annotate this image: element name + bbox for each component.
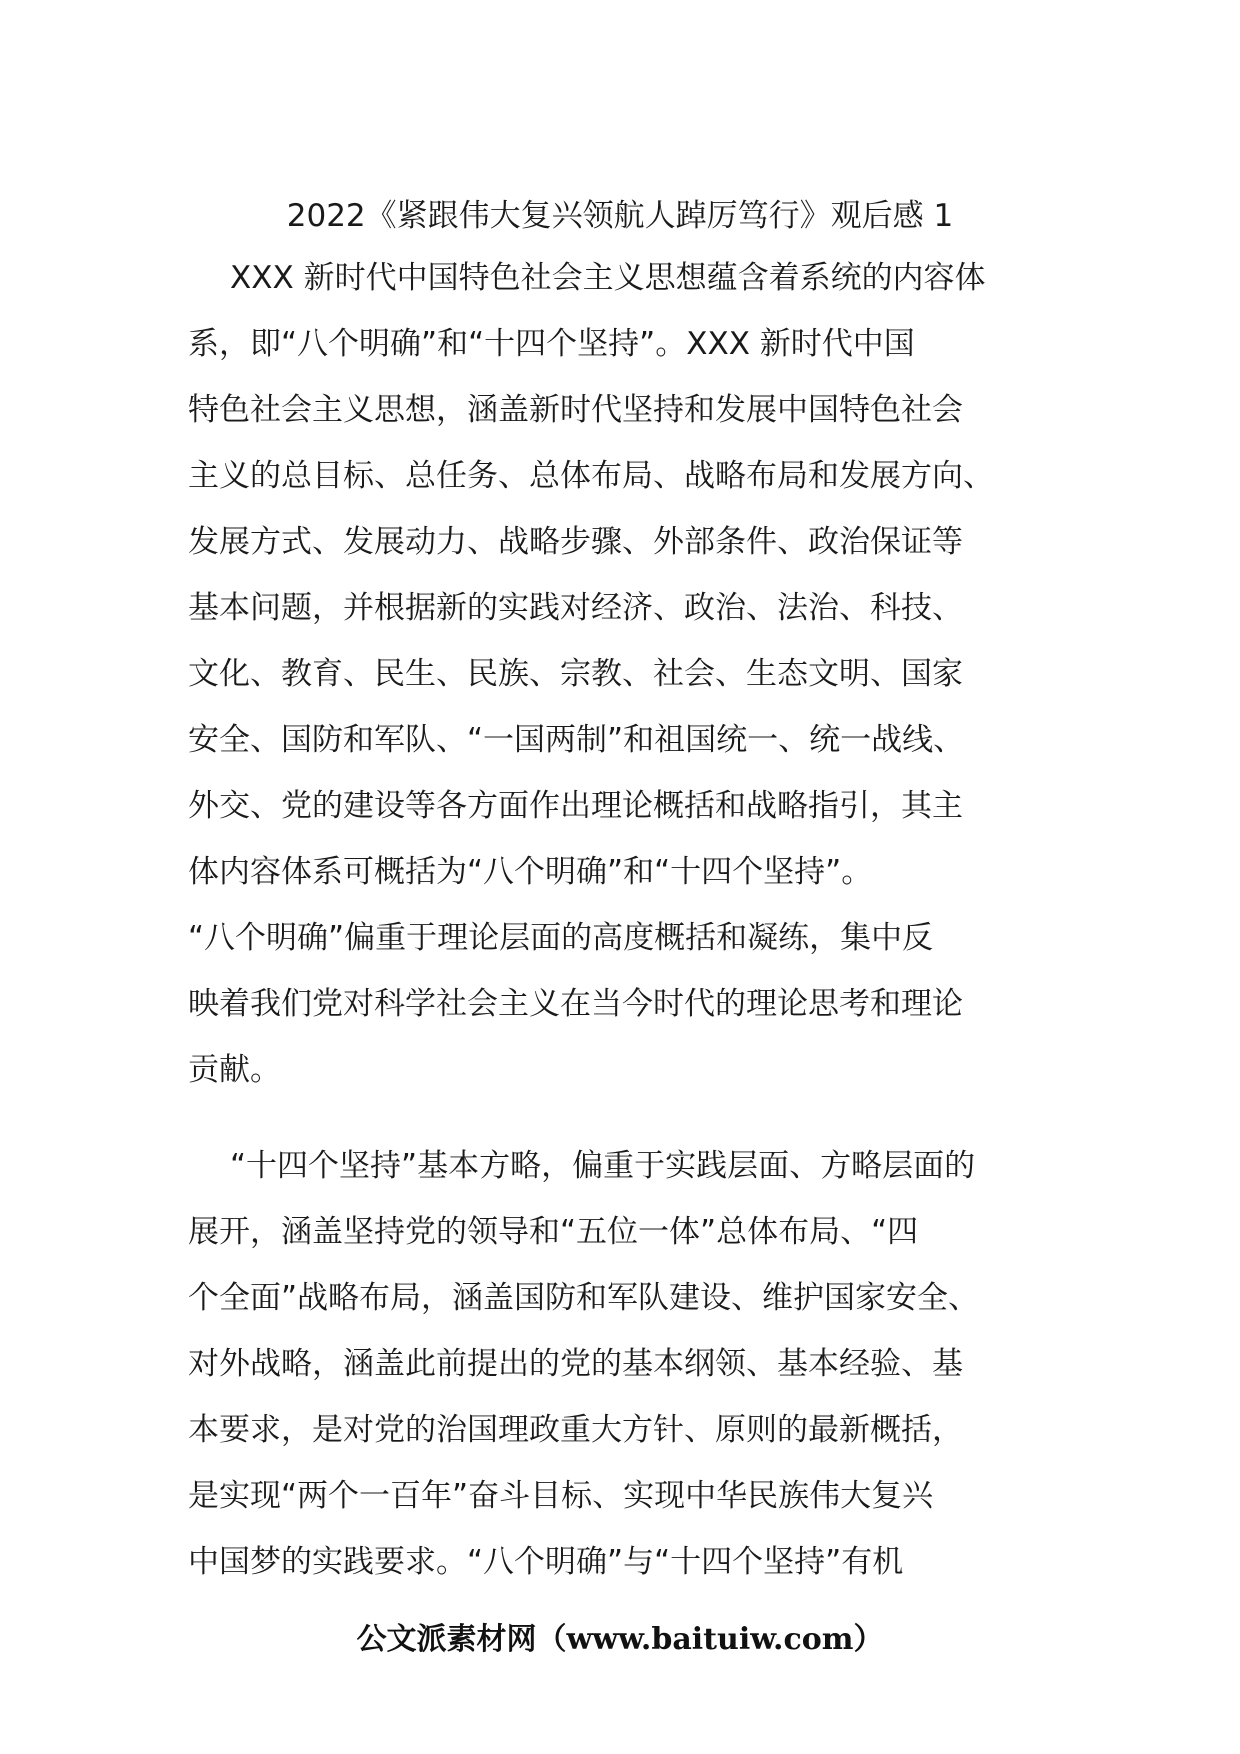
text-line: 系，即“八个明确”和“十四个坚持”。XXX 新时代中国 [188,326,915,362]
document-title: 2022《紧跟伟大复兴领航人踔厉笃行》观后感 1 [286,198,954,234]
text-line: “八个明确”偏重于理论层面的高度概括和凝练，集中反 [188,920,934,956]
page-footer: 公文派素材网（www.baituiw.com） [356,1622,884,1657]
text-line: 展开，涵盖坚持党的领导和“五位一体”总体布局、“四 [188,1214,919,1250]
text-line: 是实现“两个一百年”奋斗目标、实现中华民族伟大复兴 [188,1478,934,1514]
text-line: 贡献。 [188,1052,281,1088]
text-line: 映着我们党对科学社会主义在当今时代的理论思考和理论 [188,986,963,1022]
text-line: 基本问题，并根据新的实践对经济、政治、法治、科技、 [188,590,963,626]
text-line: 主义的总目标、总任务、总体布局、战略布局和发展方向、 [188,458,994,494]
text-line: 安全、国防和军队、“一国两制”和祖国统一、统一战线、 [188,722,965,758]
text-line: 体内容体系可概括为“八个明确”和“十四个坚持”。 [188,854,873,890]
text-line: XXX 新时代中国特色社会主义思想蕴含着系统的内容体 [230,260,986,296]
text-line: 个全面”战略布局，涵盖国防和军队建设、维护国家安全、 [188,1280,980,1316]
text-line: 对外战略，涵盖此前提出的党的基本纲领、基本经验、基 [188,1346,963,1382]
text-line: 外交、党的建设等各方面作出理论概括和战略指引，其主 [188,788,963,824]
text-line: 特色社会主义思想，涵盖新时代坚持和发展中国特色社会 [188,392,963,428]
text-line: 文化、教育、民生、民族、宗教、社会、生态文明、国家 [188,656,963,692]
text-line: “十四个坚持”基本方略，偏重于实践层面、方略层面的 [230,1148,976,1184]
text-line: 本要求，是对党的治国理政重大方针、原则的最新概括， [188,1412,963,1448]
paragraph-1 [188,245,1068,1103]
text-line: 中国梦的实践要求。“八个明确”与“十四个坚持”有机 [188,1544,904,1580]
text-line: 发展方式、发展动力、战略步骤、外部条件、政治保证等 [188,524,963,560]
paragraph-2 [188,1133,1068,1595]
